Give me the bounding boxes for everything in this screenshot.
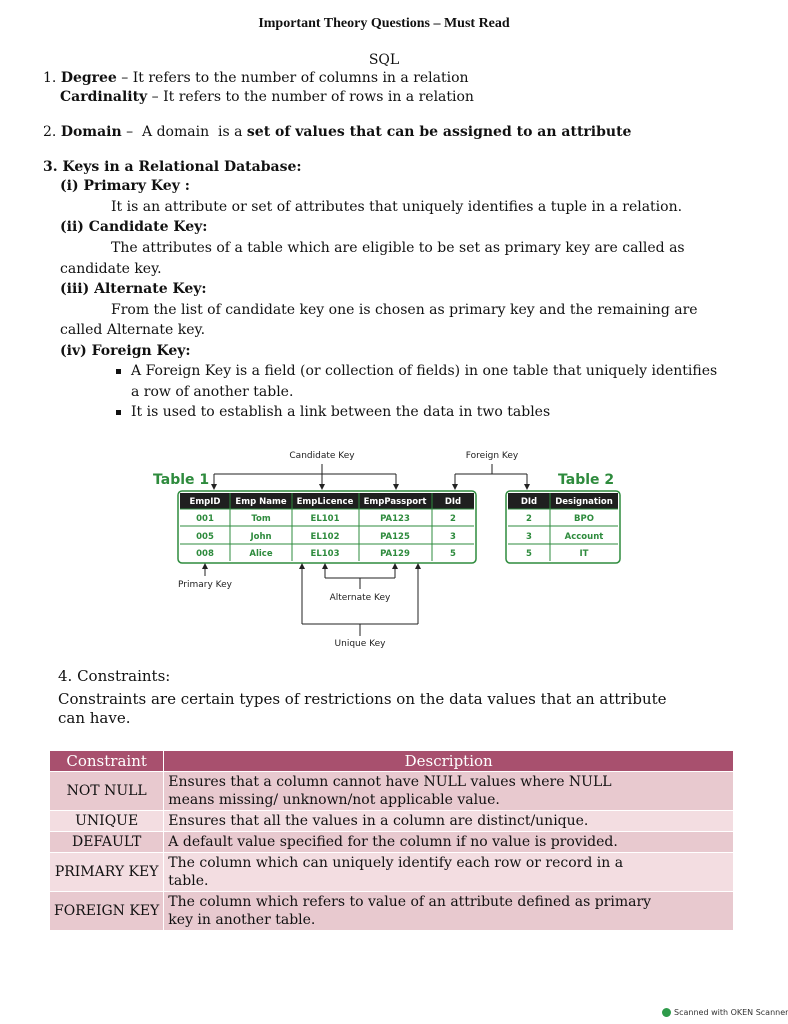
t2-cell: Account: [564, 532, 604, 542]
t2-cell: 2: [526, 514, 532, 524]
t1-cell: John: [250, 532, 272, 542]
table-row: [50, 832, 734, 853]
t1-header-emplicence: EmpLicence: [296, 497, 354, 507]
table-row: [50, 811, 734, 832]
alternate-key-bracket: [322, 563, 398, 603]
foreign-key-label: Foreign Key: [465, 451, 519, 461]
keys-diagram: [0, 440, 768, 655]
primary-key-arrow: [178, 563, 233, 590]
candidate-key-label: Candidate Key: [289, 451, 355, 461]
table1-label: Table 1: [153, 472, 210, 488]
scanner-watermark: Scanned with OKEN Scanner: [662, 1008, 788, 1017]
constraint-name: FOREIGN KEY: [50, 892, 164, 931]
table2: [506, 491, 620, 563]
constraint-name: DEFAULT: [50, 832, 164, 853]
t2-header-did: DId: [520, 497, 538, 507]
foreign-key-bracket: [455, 464, 527, 486]
t1-cell: PA125: [380, 532, 410, 542]
t1-cell: EL103: [310, 549, 340, 559]
t2-header-designation: Designation: [555, 497, 613, 507]
primary-key-title: (i) Primary Key :: [60, 178, 190, 194]
candidate-key-bracket: [214, 464, 396, 486]
section-4-title: 4. Constraints:: [58, 667, 171, 685]
constraints-intro-1: Constraints are certain types of restrictions on the data values that an attribute: [58, 690, 667, 708]
t1-cell: EL102: [310, 532, 340, 542]
t2-cell: IT: [579, 549, 589, 559]
t1-cell: 008: [196, 549, 214, 559]
t1-cell: Alice: [249, 549, 273, 559]
t1-cell: 2: [450, 514, 456, 524]
candidate-key-def-1: The attributes of a table which are eligible to be set as primary key are called as: [111, 240, 685, 256]
t1-cell: 3: [450, 532, 456, 542]
constraint-desc: Ensures that a column cannot have NULL values where NULL means missing/ unknown/not applicable value.: [164, 772, 734, 811]
t2-cell: 5: [526, 549, 532, 559]
section-2-domain: 2. Domain – A domain is a set of values that can be assigned to an attribute: [43, 124, 632, 140]
t1-header-emppassport: EmpPassport: [363, 497, 427, 507]
page-title: Important Theory Questions – Must Read: [258, 16, 510, 31]
t2-cell: BPO: [574, 514, 594, 524]
constraint-header: Constraint: [50, 751, 164, 772]
t1-header-empname: Emp Name: [235, 497, 287, 507]
section-1-degree: 1. Degree – It refers to the number of columns in a relation: [43, 70, 469, 86]
table1: [178, 491, 476, 563]
unique-key-bracket: [299, 563, 421, 649]
foreign-key-bullet-1-line-2: a row of another table.: [131, 384, 294, 400]
foreign-key-bullet-1: A Foreign Key is a field (or collection of fields) in one table that uniquely identifies: [116, 361, 717, 381]
t1-cell: PA123: [380, 514, 410, 524]
t1-cell: Tom: [251, 514, 271, 524]
cardinality-term: Cardinality: [60, 89, 148, 105]
alternate-key-def-2: called Alternate key.: [60, 322, 206, 338]
candidate-key-def-2: candidate key.: [60, 261, 162, 277]
constraint-desc: The column which can uniquely identify each row or record in a table.: [164, 853, 734, 892]
table-row: [50, 772, 734, 811]
t1-header-did: DId: [444, 497, 462, 507]
constraint-desc: Ensures that all the values in a column are distinct/unique.: [164, 811, 734, 832]
degree-term: Degree: [60, 70, 117, 86]
bullet-icon: [116, 369, 121, 374]
constraints-intro-2: can have.: [58, 709, 131, 727]
section-1-cardinality: Cardinality – It refers to the number of rows in a relation: [60, 89, 474, 105]
alternate-key-label: Alternate Key: [329, 593, 391, 603]
t1-cell: EL101: [310, 514, 340, 524]
t2-cell: 3: [526, 532, 532, 542]
primary-key-def: It is an attribute or set of attributes that uniquely identifies a tuple in a relation.: [111, 199, 683, 215]
description-header: Description: [164, 751, 734, 772]
table2-label: Table 2: [558, 472, 615, 488]
section-3-title: 3. Keys in a Relational Database:: [43, 159, 302, 175]
alternate-key-title: (iii) Alternate Key:: [60, 281, 207, 297]
constraint-name: UNIQUE: [50, 811, 164, 832]
t1-cell: 001: [196, 514, 214, 524]
constraint-desc: A default value specified for the column if no value is provided.: [164, 832, 734, 853]
domain-term: Domain: [60, 124, 122, 140]
unique-key-label: Unique Key: [334, 639, 386, 649]
t1-cell: 5: [450, 549, 456, 559]
scanner-logo-icon: [662, 1008, 671, 1017]
constraint-name: NOT NULL: [50, 772, 164, 811]
candidate-key-arrows: [211, 484, 399, 490]
foreign-key-bullet-2: It is used to establish a link between the data in two tables: [116, 402, 550, 422]
table-row: [50, 853, 734, 892]
foreign-key-title: (iv) Foreign Key:: [60, 343, 191, 359]
foreign-key-term: Foreign Key: [145, 363, 232, 379]
t1-header-empid: EmpID: [189, 497, 221, 507]
foreign-key-arrows: [452, 484, 530, 490]
primary-key-label: Primary Key: [178, 580, 232, 590]
constraint-desc: The column which refers to value of an attribute defined as primary key in another table.: [164, 892, 734, 931]
bullet-icon: [116, 410, 121, 415]
constraint-name: PRIMARY KEY: [50, 853, 164, 892]
alternate-key-def-1: From the list of candidate key one is chosen as primary key and the remaining are: [111, 302, 698, 318]
subject-heading: SQL: [368, 52, 400, 68]
table-row: [50, 892, 734, 931]
t1-cell: PA129: [380, 549, 410, 559]
candidate-key-title: (ii) Candidate Key:: [60, 219, 208, 235]
t1-cell: 005: [196, 532, 214, 542]
constraints-table: [49, 750, 734, 931]
